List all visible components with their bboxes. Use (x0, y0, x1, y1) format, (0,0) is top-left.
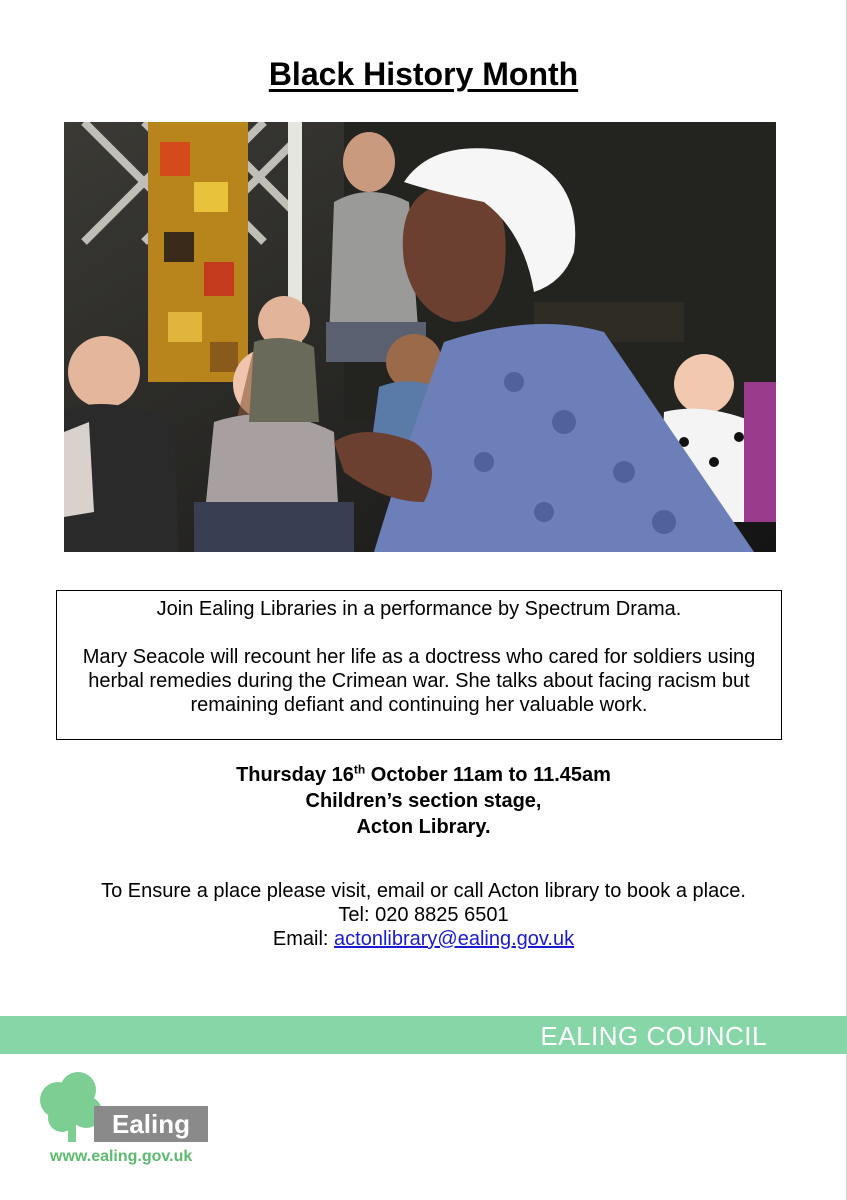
logo-text: Ealing (111, 1109, 191, 1139)
event-time: October 11am to 11.45am (365, 764, 611, 786)
event-description-box (56, 590, 782, 740)
booking-info (80, 879, 767, 951)
council-banner (0, 1016, 847, 1054)
event-day-suffix: th (353, 762, 366, 777)
event-date-line (0, 762, 847, 788)
performance-photo (64, 122, 776, 552)
council-name: EALING COUNCIL (540, 1021, 767, 1051)
tree-logo-icon (38, 1072, 218, 1152)
event-library: Acton Library. (356, 816, 491, 838)
page-title: Black History Month (268, 56, 579, 92)
email-label: Email: (272, 928, 329, 950)
booking-email-line (80, 927, 767, 951)
booking-text: To Ensure a place please visit, email or call Acton library to book a place. (101, 880, 746, 902)
photo-illustration (64, 122, 776, 552)
intro-text: Join Ealing Libraries in a performance by Spectrum Drama. (156, 598, 682, 620)
council-website: www.ealing.gov.uk (50, 1148, 193, 1165)
booking-tel: Tel: 020 8825 6501 (338, 904, 509, 926)
description-text: Mary Seacole will recount her life as a doctress who cared for soldiers using herbal remedies during the Crimean war. She talks about facing racism but remaining defiant and continuing her valuable work. (82, 646, 756, 716)
event-venue: Children’s section stage, (305, 790, 542, 812)
email-link[interactable]: actonlibrary@ealing.gov.uk (334, 928, 575, 950)
event-details (0, 762, 847, 840)
event-day: Thursday 16 (236, 764, 354, 786)
